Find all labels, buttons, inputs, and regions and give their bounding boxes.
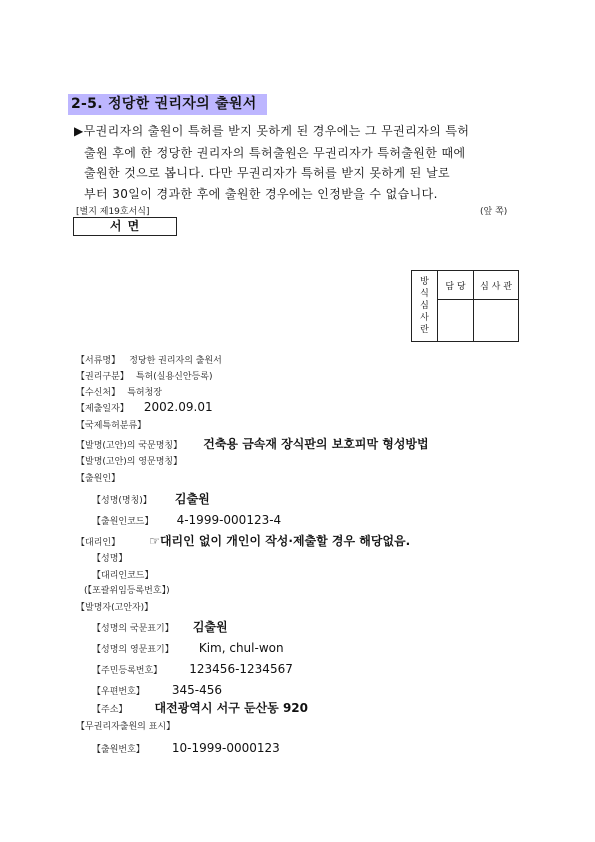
agent-reg-label: (【포괄위임등록번호】) bbox=[84, 586, 170, 596]
approval-box bbox=[411, 270, 519, 342]
applicant-code-value: 4-1999-000123-4 bbox=[176, 513, 282, 527]
inventor-kr-value: 김출원 bbox=[192, 620, 228, 634]
agent-label: 【대리인】 bbox=[76, 538, 121, 548]
title-en-label: 【발명(고안)의 영문명칭】 bbox=[76, 457, 183, 467]
intro-line-2: 출원 후에 한 정당한 권리자의 특허출원은 무권리자가 특허출원한 때에 bbox=[84, 146, 466, 160]
applicant-code-label: 【출원인코드】 bbox=[92, 517, 154, 527]
intro-line-4: 부터 30일이 경과한 후에 출원한 경우에는 인정받을 수 없습니다. bbox=[84, 187, 438, 201]
app-no-label: 【출원번호】 bbox=[92, 745, 145, 755]
postal-row bbox=[92, 679, 222, 698]
inventor-kr-label: 【성명의 국문표기】 bbox=[92, 624, 174, 634]
address-row bbox=[92, 697, 308, 716]
section-title: 2-5. 정당한 권리자의 출원서 bbox=[68, 94, 267, 115]
intro-line-1: ▶무권리자의 출원이 특허를 받지 못하게 된 경우에는 그 무권리자의 특허 bbox=[74, 124, 470, 138]
submit-date-row bbox=[76, 396, 213, 415]
document-type-box: 서 면 bbox=[73, 217, 177, 236]
agent-code-label: 【대리인코드】 bbox=[92, 571, 154, 581]
inventor-en-row bbox=[92, 637, 284, 656]
approval-col-charge: 담 당 bbox=[438, 271, 474, 300]
right-type-label: 【권리구분】 bbox=[76, 372, 129, 382]
approval-sign-charge[interactable] bbox=[438, 300, 474, 342]
resident-no-value: 123456-1234567 bbox=[189, 662, 293, 676]
submit-date-label: 【제출일자】 bbox=[76, 404, 129, 414]
ipc-label: 【국제특허분류】 bbox=[76, 421, 147, 431]
front-side-label: (앞 쪽) bbox=[480, 207, 508, 217]
app-no-row bbox=[92, 737, 280, 756]
inventor-kr-row bbox=[92, 616, 228, 635]
applicant-label: 【출원인】 bbox=[76, 474, 121, 484]
right-type-value: 특허(실용신안등록) bbox=[135, 372, 213, 382]
postal-label: 【우편번호】 bbox=[92, 687, 145, 697]
inventor-en-label: 【성명의 영문표기】 bbox=[92, 645, 174, 655]
postal-value: 345-456 bbox=[171, 683, 223, 697]
title-kr-row bbox=[76, 433, 429, 452]
doc-name-value: 정당한 권리자의 출원서 bbox=[129, 356, 222, 366]
recipient-value: 특허청장 bbox=[127, 388, 162, 398]
app-no-value: 10-1999-0000123 bbox=[171, 741, 280, 755]
intro-line-3: 출원한 것으로 봅니다. 다만 무권리자가 특허를 받지 못하게 된 날로 bbox=[84, 166, 450, 180]
inventor-label: 【발명자(고안자)】 bbox=[76, 603, 154, 613]
applicant-name-label: 【성명(명칭)】 bbox=[92, 496, 152, 506]
nonright-label: 【무권리자출원의 표시】 bbox=[76, 722, 176, 732]
title-kr-label: 【발명(고안)의 국문명칭】 bbox=[76, 441, 183, 451]
resident-no-label: 【주민등록번호】 bbox=[92, 666, 163, 676]
address-value: 대전광역시 서구 둔산동 920 bbox=[154, 701, 308, 715]
inventor-en-value: Kim, chul-won bbox=[198, 641, 284, 655]
agent-row bbox=[76, 530, 410, 549]
submit-date-value: 2002.09.01 bbox=[143, 400, 213, 414]
doc-name-label: 【서류명】 bbox=[76, 356, 121, 366]
approval-vertical-label: 방 식 심 사 란 bbox=[412, 271, 438, 342]
form-number: [별지 제19호서식] bbox=[76, 207, 150, 217]
agent-value: ☞대리인 없이 개인이 작성·제출할 경우 해당없음. bbox=[149, 534, 411, 548]
approval-col-examiner: 심 사 관 bbox=[474, 271, 519, 300]
applicant-name-row bbox=[92, 488, 210, 507]
address-label: 【주소】 bbox=[92, 705, 128, 715]
applicant-code-row bbox=[92, 509, 281, 528]
applicant-name-value: 김출원 bbox=[174, 492, 210, 506]
recipient-label: 【수신처】 bbox=[76, 388, 121, 398]
resident-no-row bbox=[92, 658, 293, 677]
approval-sign-examiner[interactable] bbox=[474, 300, 519, 342]
agent-name-label: 【성명】 bbox=[92, 554, 128, 564]
title-kr-value: 건축용 금속재 장식판의 보호피막 형성방법 bbox=[203, 437, 429, 451]
